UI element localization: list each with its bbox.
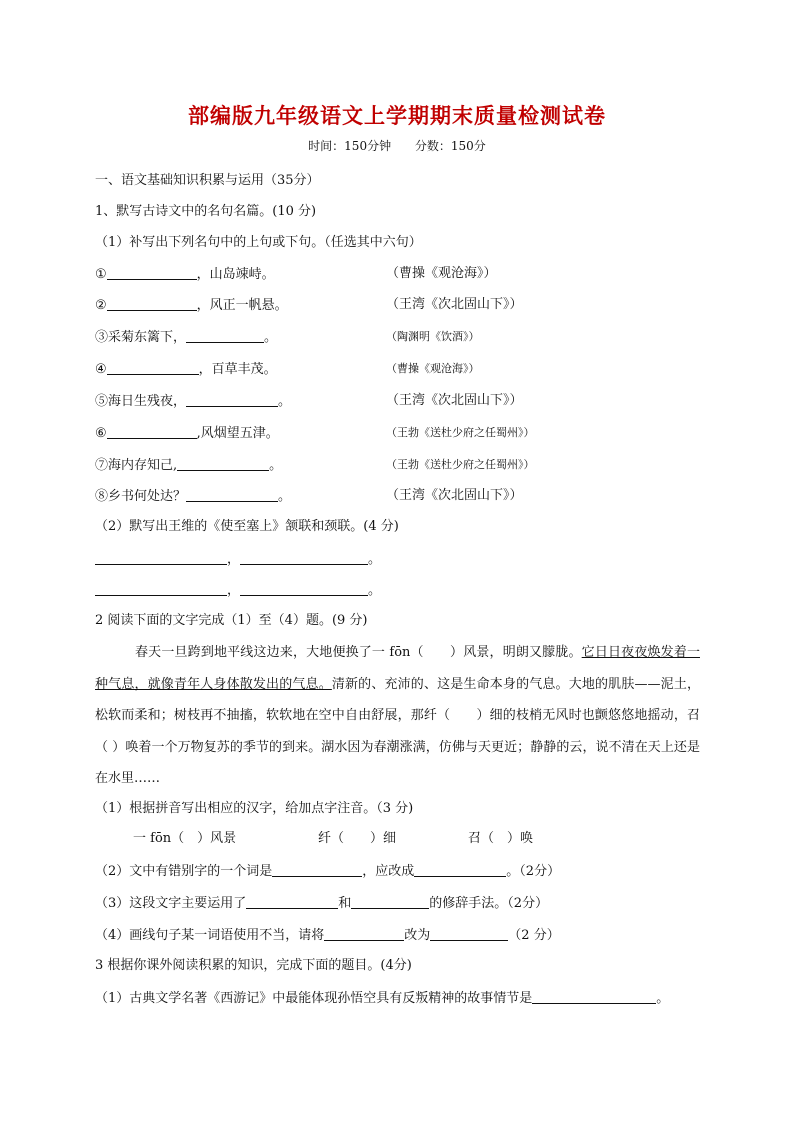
q1-item-7-source: （王勃《送杜少府之任蜀州》） [386, 458, 535, 471]
q1-heading: 1、默写古诗文中的名句名篇。(10 分) [95, 204, 317, 219]
answer-blank[interactable] [186, 328, 264, 343]
answer-blank[interactable] [246, 894, 338, 909]
total-score: 分数：150分 [414, 139, 486, 153]
answer-blank[interactable] [107, 296, 197, 311]
answer-blank[interactable] [240, 550, 368, 565]
q2-sub1-items [133, 830, 533, 848]
answer-blank[interactable] [107, 265, 197, 280]
answer-blank[interactable] [324, 926, 404, 941]
q2-sub2: （2）文中有错别字的一个词是 ，应改成 。（2分） [95, 864, 561, 879]
q1-item-4: ④ ，百草丰茂。 [95, 362, 277, 377]
q1-item-5: ⑤海日生残夜， 。 [95, 394, 292, 409]
time-limit: 时间：150分钟 [308, 139, 392, 153]
q1-sub2: （2）默写出王维的《使至塞上》颔联和颈联。(4 分) [95, 519, 399, 534]
q1-sub2-line-1: ， 。 [95, 550, 381, 569]
q2-heading: 2 阅读下面的文字完成（1）至（4）题。(9 分) [95, 613, 368, 628]
section1-heading: 一、语文基础知识积累与运用（35分） [95, 173, 320, 188]
q1-item-1: ① ，山岛竦峙。 [95, 267, 275, 282]
q2-sub1: （1）根据拼音写出相应的汉字，给加点字注音。（3 分) [95, 801, 414, 816]
answer-blank[interactable] [430, 926, 508, 941]
q1-item-5-source: （王湾《次北固山下》） [386, 393, 523, 408]
answer-blank[interactable] [107, 360, 199, 375]
answer-blank[interactable] [414, 862, 506, 877]
q1-item-6-source: （王勃《送杜少府之任蜀州》） [386, 426, 535, 439]
q3-heading: 3 根据你课外阅读积累的知识，完成下面的题目。(4分) [95, 958, 412, 973]
q1-item-6: ⑥ ,风烟望五津。 [95, 426, 279, 441]
q1-item-2-source: （王湾《次北固山下》） [386, 297, 523, 312]
q1-sub1: （1）补写出下列名句中的上句或下句。（任选其中六句） [95, 235, 422, 250]
q1-item-7: ⑦海内存知己, 。 [95, 458, 283, 473]
answer-blank[interactable] [240, 581, 368, 596]
exam-subtitle [0, 137, 794, 154]
q3-sub1: （1）古典文学名著《西游记》中最能体现孙悟空具有反叛精神的故事情节是 。 [95, 991, 670, 1006]
q1-item-4-source: （曹操《观沧海》） [386, 362, 480, 375]
q2-sub1-item-c: 召（ ）唤 [468, 831, 534, 846]
answer-blank[interactable] [95, 550, 227, 565]
q1-item-8-source: （王湾《次北固山下》） [386, 488, 523, 503]
answer-blank[interactable] [107, 424, 197, 439]
q2-sub1-item-b: 纤（ ）细 [318, 831, 397, 846]
q1-item-3: ③采菊东篱下， 。 [95, 330, 278, 345]
answer-blank[interactable] [177, 456, 269, 471]
reading-passage: 春天一旦跨到地平线这边来，大地便换了一 fōn（ ）风景，明朗又朦胧。它日日夜夜焕发着一种气息，就像青年人身体散发出的气息。清新的、充沛的、这是生命本身的气息。大地的肌肤——泥土，松软而柔和；树枝再不抽搐，软软地在空中自由舒展，那纤（ ）细的枝梢无风时也颤悠悠地摇动，召（ ）唤着一个万物复苏的季节的到来。湖水因为春潮涨满，仿佛与天更近；静静的云，说不清在天上还是在水里…… [95, 645, 700, 786]
q1-sub2-line-2: ， 。 [95, 581, 381, 600]
underlined-sentence: 它日日夜夜焕发着一种气息，就像青年人身体散发出的气息。 [95, 645, 700, 692]
answer-blank[interactable] [532, 989, 656, 1004]
q1-item-8: ⑧乡书何处达？ 。 [95, 489, 292, 504]
answer-blank[interactable] [272, 862, 362, 877]
q1-item-2: ② ，风正一帆悬。 [95, 298, 288, 313]
answer-blank[interactable] [186, 487, 278, 502]
answer-blank[interactable] [95, 581, 227, 596]
q2-sub4: （4）画线句子某一词语使用不当，请将 改为 （2 分） [95, 928, 560, 943]
q2-sub1-item-a: 一 fōn（ ）风景 [133, 831, 237, 846]
answer-blank[interactable] [186, 392, 278, 407]
q1-item-1-source: （曹操《观沧海》） [386, 266, 497, 281]
answer-blank[interactable] [351, 894, 429, 909]
q1-item-3-source: （陶渊明《饮酒》） [386, 330, 480, 343]
q2-sub3: （3）这段文字主要运用了 和 的修辞手法。（2分） [95, 896, 549, 911]
exam-title: 部编版九年级语文上学期期末质量检测试卷 [188, 104, 606, 128]
